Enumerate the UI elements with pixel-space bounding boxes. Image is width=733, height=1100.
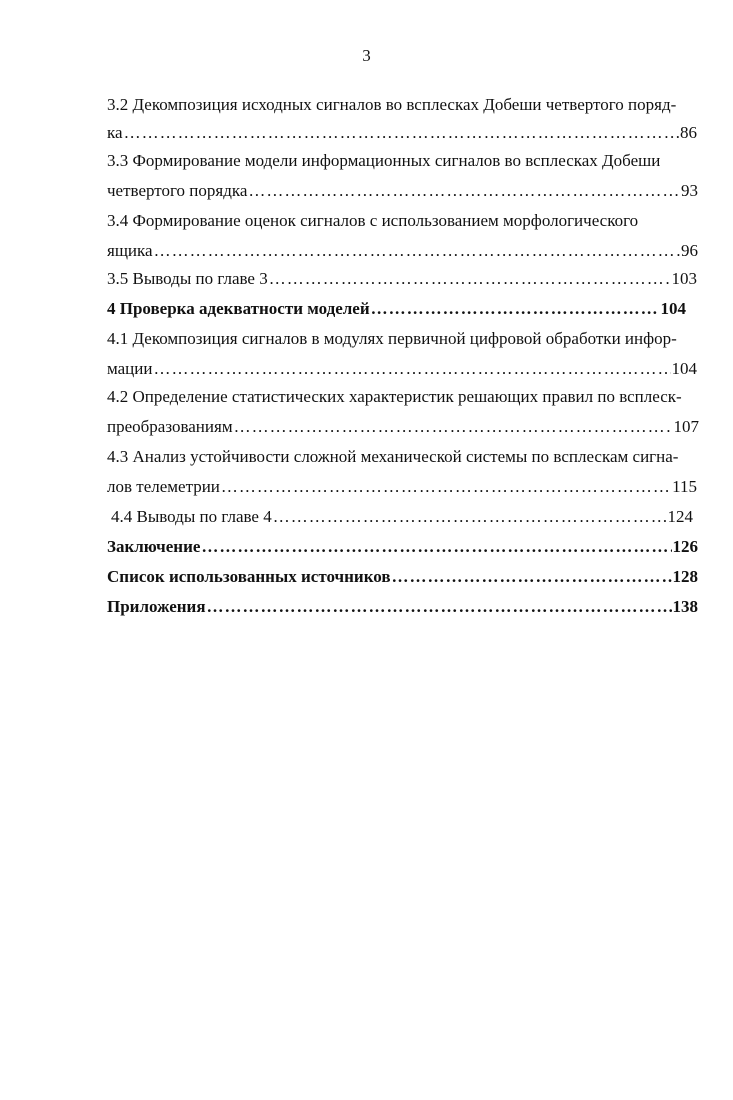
toc-entry-text: 4.2 Определение статистических характеристик решающих правил по всплеск- [107, 387, 682, 406]
toc-page-number: 103 [671, 269, 697, 288]
toc-entry-3-3[interactable] [107, 178, 698, 204]
toc-page-number: 124 [667, 507, 693, 526]
toc-page-number: 86 [680, 123, 697, 142]
toc-entry-3-5[interactable] [107, 266, 697, 292]
toc-entry-4-2-line1 [107, 384, 704, 410]
toc-page-number: 128 [672, 567, 698, 586]
toc-entry-text: 4.4 Выводы по главе 4 [111, 507, 272, 526]
toc-entry-text: 3.4 Формирование оценок сигналов с использованием морфологического [107, 211, 639, 230]
toc-entry-text: 4.1 Декомпозиция сигналов в модулях первичной цифровой обработки инфор- [107, 329, 677, 348]
toc-entry-4-1[interactable] [107, 356, 697, 382]
dot-leader [221, 474, 671, 500]
toc-entry-text: Приложения [107, 597, 206, 616]
dot-leader [371, 296, 660, 322]
dot-leader [392, 564, 672, 590]
page-number: 3 [362, 46, 371, 65]
toc-page-number: 126 [672, 537, 698, 556]
toc-entry-text: 3.5 Выводы по главе 3 [107, 269, 268, 288]
toc-entry-text: мации [107, 359, 153, 378]
toc-entry-3-4[interactable] [107, 238, 698, 264]
toc-entry-text: 3.3 Формирование модели информационных сигналов во всплесках Добеши [107, 151, 661, 170]
dot-leader [273, 504, 667, 530]
toc-entry-text: четвертого порядка [107, 181, 248, 200]
toc-page-number: 96 [681, 241, 698, 260]
toc-entry-3-2[interactable] [107, 120, 697, 146]
dot-leader [154, 238, 680, 264]
dot-leader [207, 594, 672, 620]
toc-entry-4[interactable] [107, 296, 686, 322]
dot-leader [248, 178, 680, 204]
toc-entry-4-2[interactable] [107, 414, 699, 440]
toc-entry-text: ка [107, 123, 123, 142]
toc-entry-3-3-line1 [107, 148, 660, 174]
toc-entry-text: Список использованных источников [107, 567, 391, 586]
dot-leader [201, 534, 671, 560]
toc-entry-4-4[interactable] [111, 504, 693, 530]
toc-page-number: 107 [673, 417, 699, 436]
toc-entry-3-2-line1 [107, 92, 704, 118]
toc-entry-4-3[interactable] [107, 474, 697, 500]
toc-entry-text: 4.3 Анализ устойчивости сложной механической системы по всплескам сигна- [107, 447, 679, 466]
dot-leader [153, 356, 670, 382]
toc-entry-references[interactable] [107, 564, 698, 590]
toc-page-number: 104 [671, 359, 697, 378]
toc-page-number: 93 [681, 181, 698, 200]
toc-entry-4-3-line1 [107, 444, 704, 470]
dot-leader [269, 266, 671, 292]
toc-entry-text: преобразованиям [107, 417, 233, 436]
toc-entry-appendices[interactable] [107, 594, 698, 620]
toc-page-number: 104 [660, 299, 686, 318]
toc-entry-text: 3.2 Декомпозиция исходных сигналов во всплесках Добеши четвертого поряд- [107, 95, 677, 114]
dot-leader [124, 120, 679, 146]
toc-page-number: 138 [672, 597, 698, 616]
toc-entry-text: ящика [107, 241, 153, 260]
toc-entry-3-4-line1 [107, 208, 638, 234]
dot-leader [234, 414, 673, 440]
toc-page-number: 115 [672, 477, 697, 496]
toc-entry-text: 4 Проверка адекватности моделей [107, 299, 370, 318]
toc-entry-4-1-line1 [107, 326, 704, 352]
toc-entry-conclusion[interactable] [107, 534, 698, 560]
toc-entry-text: Заключение [107, 537, 201, 556]
toc-entry-text: лов телеметрии [107, 477, 220, 496]
